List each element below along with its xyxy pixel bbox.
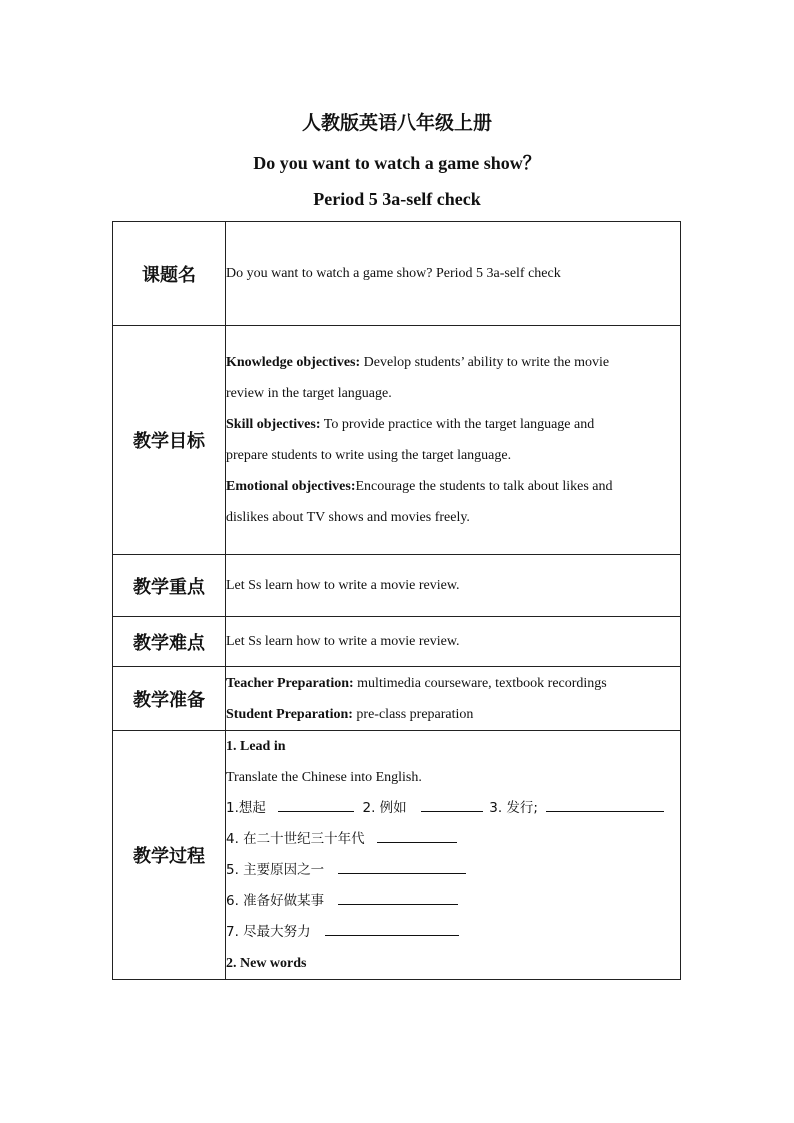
item-7: 7. 尽最大努力 (226, 924, 311, 940)
answer-blank-7[interactable] (325, 921, 459, 936)
item-1: 1.想起 (226, 800, 266, 816)
emotional-line-1 (226, 471, 680, 502)
item-4: 4. 在二十世纪三十年代 (226, 831, 365, 847)
answer-blank-2[interactable] (421, 797, 483, 812)
student-preparation-text: pre-class preparation (352, 706, 474, 722)
topic-label: 课题名 (113, 222, 226, 326)
student-preparation-label: Student Preparation: (226, 706, 353, 722)
topic-text: Do you want to watch a game show? Period 5 3a-self check (226, 265, 561, 281)
translation-item-4 (226, 824, 680, 855)
teacher-preparation-label: Teacher Preparation: (226, 675, 354, 691)
item-5: 5. 主要原因之一 (226, 862, 325, 878)
process-label: 教学过程 (113, 731, 226, 980)
skill-text-1: To provide practice with the target language and (320, 417, 595, 432)
teacher-preparation-line (226, 668, 680, 699)
document-title: 人教版英语八年级上册 (301, 112, 492, 134)
knowledge-line-2: review in the target language. (226, 386, 392, 401)
item-6: 6. 准备好做某事 (226, 893, 325, 909)
lesson-title: Do you want to watch a game show？ (253, 153, 541, 173)
knowledge-line-1 (226, 347, 680, 378)
skill-line-1 (226, 409, 680, 440)
emotional-label: Emotional objectives: (226, 479, 356, 494)
translation-item-7 (226, 917, 680, 948)
table-row-preparation (113, 667, 681, 731)
step2-title: 2. New words (226, 956, 307, 971)
table-row-key-points (113, 555, 681, 617)
answer-blank-3[interactable] (546, 797, 664, 812)
skill-label: Skill objectives: (226, 417, 321, 432)
difficulties-value: Let Ss learn how to write a movie review. (226, 617, 681, 667)
table-row-topic (113, 222, 681, 326)
emotional-text-1: Encourage the students to talk about likes and (355, 479, 613, 494)
teacher-preparation-text: multimedia courseware, textbook recordings (353, 675, 607, 691)
difficulties-label: 教学难点 (113, 617, 226, 667)
translation-items-1-3 (226, 793, 680, 824)
translation-item-5 (226, 855, 680, 886)
lesson-plan-table (112, 221, 681, 980)
table-row-difficulties (113, 617, 681, 667)
objectives-content (226, 326, 681, 555)
answer-blank-5[interactable] (338, 859, 466, 874)
item-2: 2. 例如 (362, 800, 407, 816)
table-row-objectives (113, 326, 681, 555)
answer-blank-6[interactable] (338, 890, 458, 905)
key-points-value: Let Ss learn how to write a movie review. (226, 555, 681, 617)
preparation-content (226, 667, 681, 731)
topic-value (226, 222, 681, 326)
emotional-line-2: dislikes about TV shows and movies freely. (226, 510, 470, 525)
objectives-label: 教学目标 (113, 326, 226, 555)
instruction-line: Translate the Chinese into English. (226, 770, 422, 785)
key-points-label: 教学重点 (113, 555, 226, 617)
item-3: 3. 发行; (489, 800, 538, 816)
student-preparation-line (226, 699, 680, 730)
step1-title: 1. Lead in (226, 739, 286, 754)
answer-blank-1[interactable] (278, 797, 354, 812)
preparation-label: 教学准备 (113, 667, 226, 731)
knowledge-label: Knowledge objectives: (226, 355, 361, 370)
skill-line-2: prepare students to write using the target language. (226, 448, 512, 463)
table-row-process (113, 731, 681, 980)
knowledge-text-1: Develop students’ ability to write the movie (360, 355, 610, 370)
period-title: Period 5 3a-self check (313, 189, 481, 209)
translation-item-6 (226, 886, 680, 917)
process-content (226, 731, 681, 980)
answer-blank-4[interactable] (377, 828, 457, 843)
